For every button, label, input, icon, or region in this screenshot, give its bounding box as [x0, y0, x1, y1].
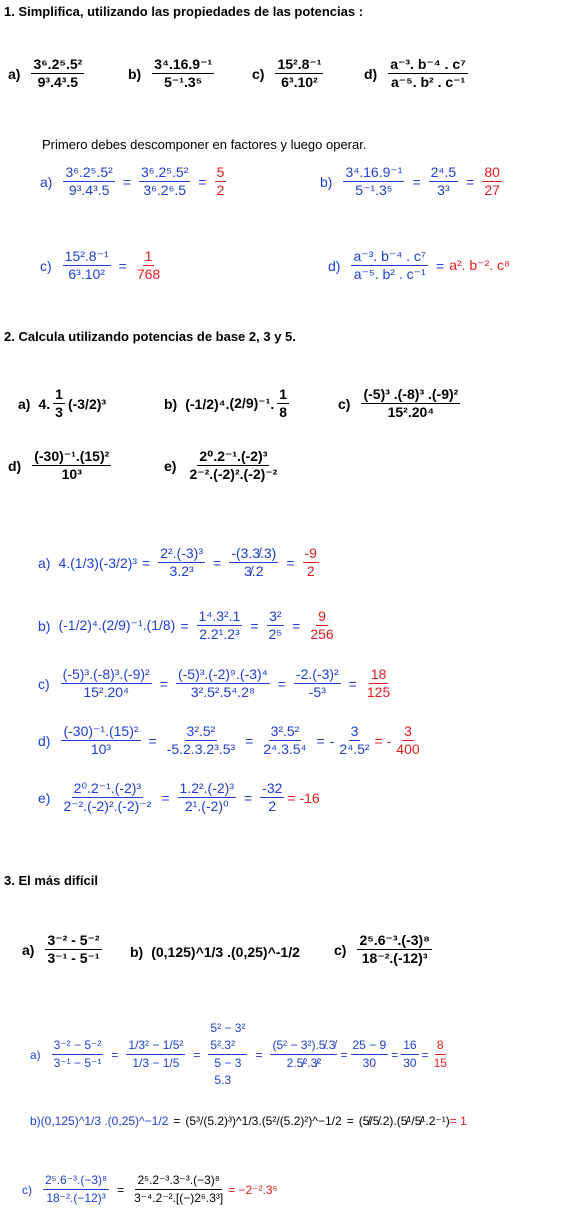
s3-solution-a: a) $\frac{\text{3⁻² − 5⁻²}}{\text{3⁻¹ − 5⁻¹}}$ = $\frac{\text{1/3² − 1/5²}}{1/3 - 1/5}$ = 5² − 3² 5².3² 5 − 3 5.3 = $\frac{\text{(5² − 3²).5̸.3̸}}{\text{2.5̸².3̸²}}$ = $\frac{25 - 9}{30}$ = $\frac{16}{30}$ = $\frac{8}{15}$ [30, 1021, 447, 1087]
s1-problem-a: a) $\frac{\text{3⁶.2⁵.5²}}{\text{9³.4³.5}}$ [8, 56, 83, 90]
s1-solution-d: d) $\frac{\text{a⁻³. b⁻⁴ . c⁷}}{\text{a⁻⁵. b² . c⁻¹}}$ = a². b⁻². c⁸ [328, 248, 510, 282]
section-1-heading: 1. Simplifica, utilizando las propiedades de las potencias : [4, 4, 364, 19]
s1-solution-a: a) $\frac{\text{3⁶.2⁵.5²}}{\text{9³.4³.5}}$ = $\frac{\text{3⁶.2⁵.5²}}{\text{3⁶.2⁶.5}}$ = $\frac{5}{2}$ [40, 164, 225, 198]
s1-problem-d: d) $\frac{\text{a⁻³. b⁻⁴ . c⁷}}{\text{a⁻⁵. b² . c⁻¹}}$ [364, 56, 466, 90]
s2-problem-b: b) (-1/2)⁴ . (2/9)⁻¹ . $\frac{1}{8}$ [164, 386, 288, 420]
s1-intro: Primero debes descomponer en factores y luego operar. [42, 137, 367, 152]
s2-solution-a: a) 4.(1/3)(-3/2)³ = $\frac{\text{2².(-3)³}}{\text{3.2³}}$ = $\frac{-(3.3̸.3)}{3̸.2}$ = $\frac{-9}{2}$ [38, 545, 317, 579]
s2-problem-d: d) $\frac{\text{(-30)⁻¹.(15)²}}{\text{10³}}$ [8, 448, 110, 482]
s2-problem-e: e) $\frac{\text{2⁰.2⁻¹.(-2)³}}{\text{2⁻².(-2)².(-2)⁻²}}$ [164, 448, 278, 482]
s2-solution-c: c) $\frac{\text{(-5)³.(-8)³.(-9)²}}{\text{15².20⁴}}$ = $\frac{\text{(-5)³.(-2)⁹.(-3)⁴}}{\text{3².5².5⁴.2⁸}}$ = $\frac{\text{-2.(-3)²}}{\text{-5³}}$ = $\frac{18}{125}$ [38, 666, 391, 700]
s2-solution-b: b) (-1/2)⁴.(2/9)⁻¹.(1/8) = $\frac{\text{1⁴.3².1}}{\text{2.2¹.2³}}$ = $\frac{\text{3²}}{\text{2⁵}}$ = $\frac{9}{256}$ [38, 608, 334, 642]
s2-problem-a: a) 4. $\frac{1}{3}$ (-3/2)³ [18, 386, 107, 420]
s3-problem-b: b) (0,125)^1/3 .(0,25)^-1/2 [130, 944, 300, 960]
s2-solution-d: d) $\frac{\text{(-30)⁻¹.(15)²}}{\text{10³}}$ = $\frac{\text{3².5²}}{\text{-5.2.3.2³.5³}}$ = $\frac{\text{3².5²}}{\text{2⁴.3.5⁴}}$ = - $\frac{3}{\text{2⁴.5²}}$ = - $\frac{3}{400}$ [38, 723, 420, 757]
s3-solution-c: c) $\frac{\text{2⁵.6⁻³.(−3)⁸}}{\text{18⁻².(−12)³}}$ = $\frac{\text{2⁵.2⁻³.3⁻³.(−3)⁸}}{\text{3⁻⁴.2⁻².[(−)2⁶.3³]}}$ = −2⁻².3⁶ [22, 1173, 278, 1205]
s1-problem-c: c) $\frac{\text{15².8⁻¹}}{\text{6³.10²}}$ [252, 56, 322, 90]
s2-solution-e: e) $\frac{\text{2⁰.2⁻¹.(-2)³}}{\text{2⁻².(-2)².(-2)⁻²}}$ = $\frac{\text{1.2².(-2)³}}{\text{2¹.(-2)⁰}}$ = $\frac{-32}{2}$ = -16 [38, 780, 320, 814]
s1-solution-c: c) $\frac{\text{15².8⁻¹}}{\text{6³.10²}}$ = $\frac{1}{768}$ [40, 248, 161, 282]
s1-problem-b: b) $\frac{\text{3⁴.16.9⁻¹}}{\text{5⁻¹.3⁵}}$ [128, 56, 213, 90]
s3-solution-b: b) (0,125)^1/3 .(0,25)^−1/2 = (5³/(5.2)³)^1/3 . (5²/(5.2)²)^−1/2 = (5̸/5̸.2).(5̸¹/5̸¹.2⁻¹) = 1 [30, 1114, 467, 1128]
section-2-heading: 2. Calcula utilizando potencias de base 2, 3 y 5. [4, 329, 296, 344]
s1-solution-b: b) $\frac{\text{3⁴.16.9⁻¹}}{\text{5⁻¹.3⁵}}$ = $\frac{\text{2⁴.5}}{\text{3³}}$ = $\frac{80}{27}$ [320, 164, 500, 198]
s3-problem-c: c) $\frac{\text{2⁵.6⁻³.(-3)⁸}}{\text{18⁻².(-12)³}}$ [334, 932, 430, 966]
s3-problem-a: a) $\frac{\text{3⁻² - 5⁻²}}{\text{3⁻¹ - 5⁻¹}}$ [22, 932, 100, 966]
section-3-heading: 3. El más difícil [4, 873, 98, 888]
s2-problem-c: c) $\frac{\text{(-5)³ .(-8)³ .(-9)²}}{\text{15².20⁴}}$ [338, 386, 459, 420]
